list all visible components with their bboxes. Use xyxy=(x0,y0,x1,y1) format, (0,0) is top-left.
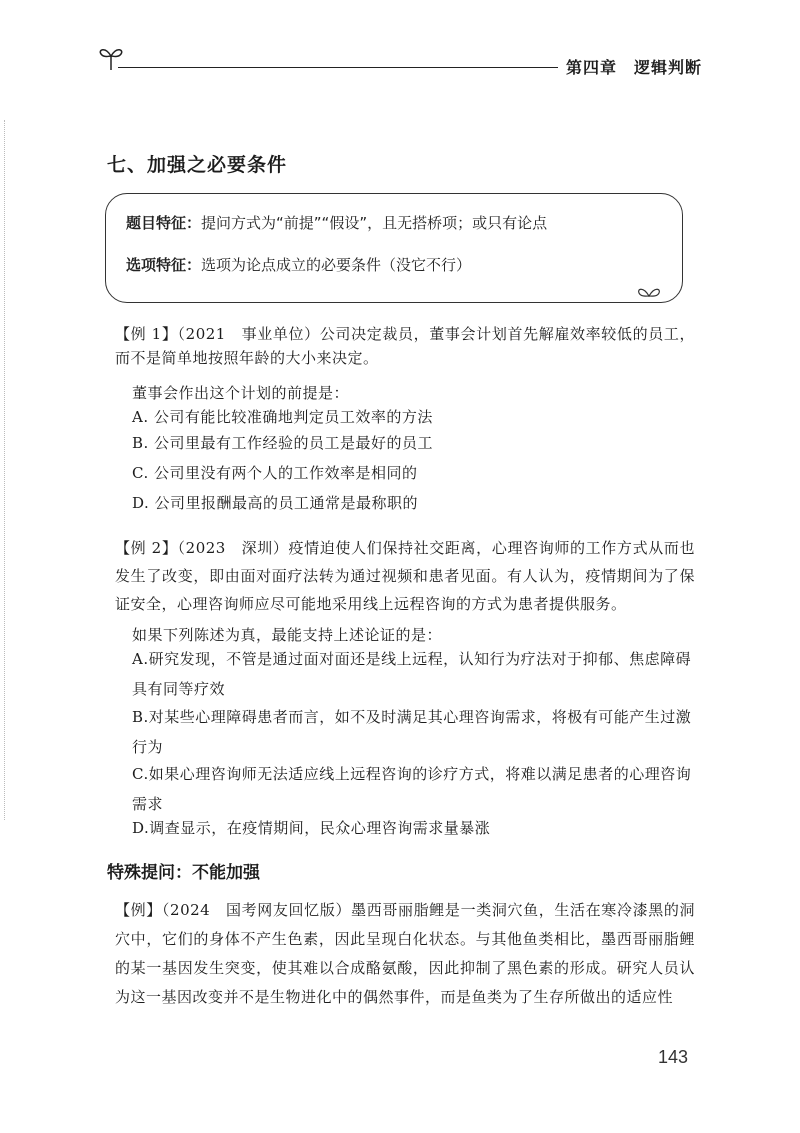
question-feature-text: 提问方式为“前提”“假设”，且无搭桥项；或只有论点 xyxy=(201,214,548,232)
section-title: 七、加强之必要条件 xyxy=(107,154,288,176)
option-letter: B. xyxy=(132,708,149,726)
example-2-option-a xyxy=(132,644,695,704)
example-2-option-d xyxy=(132,813,695,843)
example-2-option-c xyxy=(132,759,695,819)
leaf-ornament-icon xyxy=(636,284,662,298)
example-2-option-b xyxy=(132,702,695,762)
option-feature-text: 选项为论点成立的必要条件（没它不行） xyxy=(201,256,472,274)
example-2-stem: 【例 2】（2023 深圳）疫情迫使人们保持社交距离，心理咨询师的工作方式从而也发生了改变，即由面对面疗法转为通过视频和患者见面。有人认为，疫情期间为了保证安全，心理咨询师应尽可能地采用线上远程咨询的方式为患者提供服务。 xyxy=(115,539,695,613)
header-rule xyxy=(118,67,558,68)
option-letter: D. xyxy=(132,819,150,837)
example-1-option-a: A. 公司有能比较准确地判定员工效率的方法 xyxy=(132,408,433,426)
option-text: 调查显示，在疫情期间，民众心理咨询需求量暴涨 xyxy=(149,819,491,837)
special-question-title: 特殊提问：不能加强 xyxy=(107,863,260,883)
option-letter: C. xyxy=(132,765,149,783)
example-1-stem: 【例 1】（2021 事业单位）公司决定裁员，董事会计划首先解雇效率较低的员工，而不是简单地按照年龄的大小来决定。 xyxy=(115,325,695,367)
example-1-option-c: C. 公司里没有两个人的工作效率是相同的 xyxy=(132,464,418,482)
page-number: 143 xyxy=(658,1047,689,1067)
option-text: 如果心理咨询师无法适应线上远程咨询的诊疗方式，将难以满足患者的心理咨询需求 xyxy=(132,765,692,813)
scan-edge-marks xyxy=(4,120,7,820)
chapter-heading: 第四章 逻辑判断 xyxy=(566,58,703,77)
example-1-option-b: B. 公司里最有工作经验的员工是最好的员工 xyxy=(132,434,434,452)
option-text: 对某些心理障碍患者而言，如不及时满足其心理咨询需求，将极有可能产生过激行为 xyxy=(132,708,692,756)
option-feature-label: 选项特征： xyxy=(126,256,202,274)
feature-box xyxy=(105,193,683,303)
example-1-question: 董事会作出这个计划的前提是： xyxy=(132,384,350,402)
example-3-stem: 【例】（2024 国考网友回忆版）墨西哥丽脂鲤是一类洞穴鱼，生活在寒冷漆黑的洞穴中，它们的身体不产生色素，因此呈现白化状态。与其他鱼类相比，墨西哥丽脂鲤的某一基因发生突变，使其难以合成酪氨酸，因此抑制了黑色素的形成。研究人员认为这一基因改变并不是生物进化中的偶然事件，而是鱼类为了生存所做出的适应性 xyxy=(115,901,695,1006)
option-text: 研究发现，不管是通过面对面还是线上远程，认知行为疗法对于抑郁、焦虑障碍具有同等疗效 xyxy=(132,650,692,698)
example-1-option-d: D. 公司里报酬最高的员工通常是最称职的 xyxy=(132,494,419,512)
example-2-question: 如果下列陈述为真，最能支持上述论证的是： xyxy=(132,626,443,644)
question-feature-label: 题目特征： xyxy=(126,214,202,232)
option-feature xyxy=(126,254,471,275)
option-letter: A. xyxy=(132,650,149,668)
question-feature xyxy=(126,212,547,233)
